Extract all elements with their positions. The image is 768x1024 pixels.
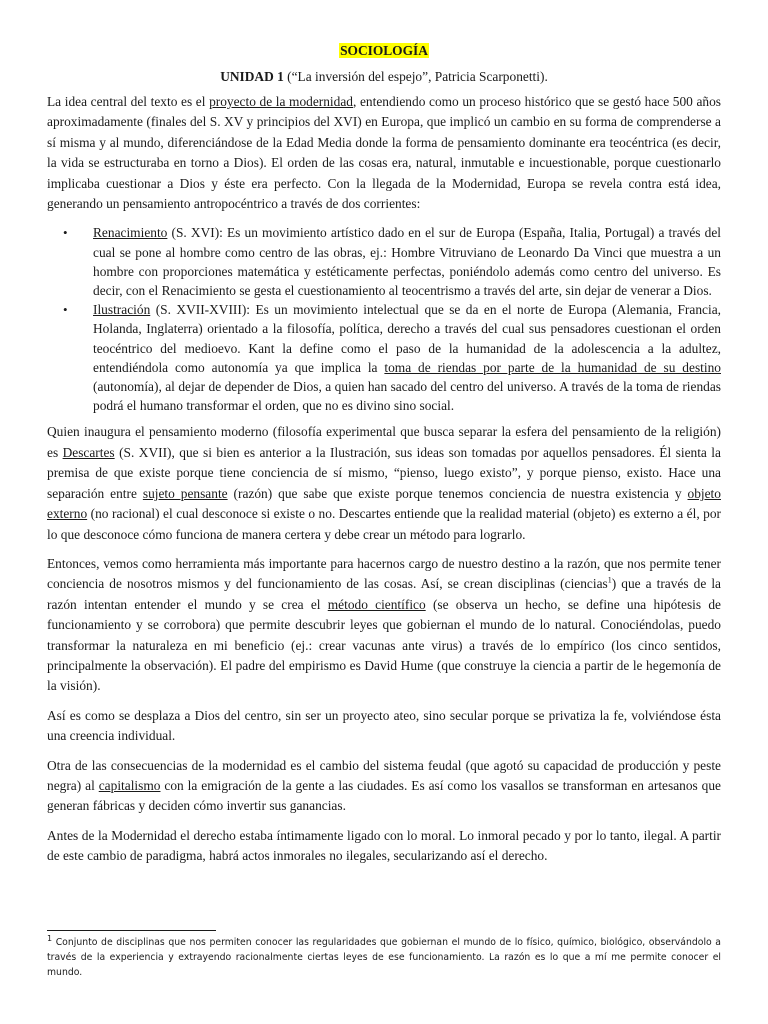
footnote: $^1$ Conjunto de disciplinas que nos permiten conocer las regularidades que gobiernan el mundo de lo físico, químico, biológico, observándolo a través de la experiencia y extrayendo racionalmente ciertas leyes de ese funcionamiento. La razón es lo que a mí me permite conocer el mundo. bbox=[47, 933, 721, 978]
paragraph-capitalismo: Otra de las consecuencias de la modernidad es el cambio del sistema feudal (que agotó su capacidad de producción y peste negra) al capitalismo con la emigración de la gente a las ciudades. Es así como los vasallos se transforman en artesanos que generan fábricas y deciden cómo invertir sus ganancias. bbox=[47, 757, 722, 814]
underlined-term: Renacimiento bbox=[93, 225, 168, 241]
paragraph-intro: La idea central del texto es el proyecto de la modernidad, entendiendo como un proceso histórico que se gestó hace 500 años aproximadamente (finales del S. XV y principios del XVI) en Europa, que implicó un cambio en su forma de comprenderse a sí misma y al mundo, diferenciándose de la Edad Media donde la forma de pensamiento dominante era teocéntrica (es decir, la vida se estructuraba en torno a Dios). El orden de las cosas era, natural, inmutable e incuestionable, porque cuestionarlo implicaba cuestionar a Dios y éste era perfecto. Con la llegada de la Modernidad, Europa se revela contra está idea, generando un pensamiento antropocéntrico a través de dos corrientes: bbox=[47, 94, 722, 212]
paragraph-derecho: Antes de la Modernidad el derecho estaba íntimamente ligado con lo moral. Lo inmoral pecado y por lo tanto, ilegal. A partir de este cambio de paradigma, habrá actos inmorales no ilegales, secularizando así el derecho. bbox=[47, 827, 721, 864]
unit-reference: (“La inversión del espejo”, Patricia Scarponetti). bbox=[287, 69, 548, 84]
underlined-term: Descartes bbox=[62, 444, 115, 460]
bullet-list bbox=[47, 223, 721, 415]
unit-label: UNIDAD 1 bbox=[220, 69, 284, 84]
footnote-ref[interactable]: 1 bbox=[607, 575, 612, 585]
footnote-divider bbox=[47, 930, 216, 931]
paragraph-razon: Entonces, vemos como herramienta más importante para hacernos cargo de nuestro destino a la razón, que nos permite tener conciencia de nosotros mismos y del funcionamiento de las cosas. Así, se crean disciplinas (ciencias$^1$) que a través de la razón intentan entender el mundo y se crea el método científico (se observa un hecho, se define una hipótesis de funcionamiento y se corrobora) que permite descubrir leyes que gobiernan el mundo de lo natural. Conociéndolas, puedo transformar la naturaleza en mi beneficio (ej.: crear vacunas ante virus) a través de lo empírico (los cinco sentidos, principalmente la observación). El padre del empirismo es David Hume (que construye la ciencia a partir de le hegemonía de la visión). bbox=[47, 555, 721, 694]
paragraph-descartes: Quien inaugura el pensamiento moderno (filosofía experimental que busca separar la esfera del pensamiento de la religión) es Descartes (S. XVII), que si bien es anterior a la Ilustración, sus ideas son tomadas por aquellos pensadores. Él sienta la premisa de que existe porque tiene conciencia de sí mismo, “pienso, luego existo”, y porque pienso, existo. Hace una separación entre sujeto pensante (razón) que sabe que existe porque tenemos conciencia de nuestra existencia y objeto externo (no racional) el cual desconoce si existe o no. Descartes entiende que la realidad material (objeto) es externo a él, por lo que desconoce cómo funciona de manera certera y debe crear un método para lograrlo. bbox=[47, 424, 721, 542]
underlined-term: proyecto de la modernidad bbox=[209, 94, 353, 109]
underlined-term: capitalismo bbox=[98, 777, 161, 793]
paragraph-secular: Así es como se desplaza a Dios del centro, sin ser un proyecto ateo, sino secular porque se privatiza la fe, volviéndose ésta una creencia individual. bbox=[47, 707, 721, 744]
document-subtitle bbox=[47, 66, 721, 87]
underlined-term: sujeto pensante bbox=[142, 485, 228, 501]
document-page bbox=[47, 40, 721, 876]
underlined-term: método científico bbox=[327, 596, 426, 612]
underlined-term: objeto externo bbox=[47, 485, 721, 522]
underlined-term: toma de riendas por parte de la humanidad de su destino bbox=[384, 359, 721, 375]
list-item-renacimiento: • Renacimiento (S. XVI): Es un movimiento artístico dado en el sur de Europa (España, Italia, Portugal) a través del cual se pone al hombre como centro de las obras, ej.: Hombre Vitruviano de Leonardo Da Vinci que muestra a un hombre con proporciones matemática y estéticamente perfectas, poniéndolo además como centro del universo. Es decir, con el Renacimiento se gesta el cuestionamiento al teocentrismo a través del arte, sin dejar de venerar a Dios. bbox=[93, 223, 721, 300]
list-item-ilustracion: • Ilustración (S. XVII-XVIII): Es un movimiento intelectual que se da en el norte de Europa (Alemania, Francia, Holanda, Inglaterra) orientado a la filosofía, política, derecho a través del cual sus pensadores cuestionan el orden teocéntrico del medioevo. Kant la define como el paso de la humanidad de la adolescencia a la adultez, entendiéndola como autonomía ya que implica la toma de riendas por parte de la humanidad de su destino (autonomía), al dejar de depender de Dios, a quien han sacado del centro del universo. A través de la toma de riendas podrá el humano transformar el orden, que no es divino sino social. bbox=[93, 300, 721, 415]
document-title: SOCIOLOGÍA bbox=[340, 43, 428, 58]
footnote-number: 1 bbox=[47, 933, 53, 943]
underlined-term: Ilustración bbox=[93, 302, 151, 318]
